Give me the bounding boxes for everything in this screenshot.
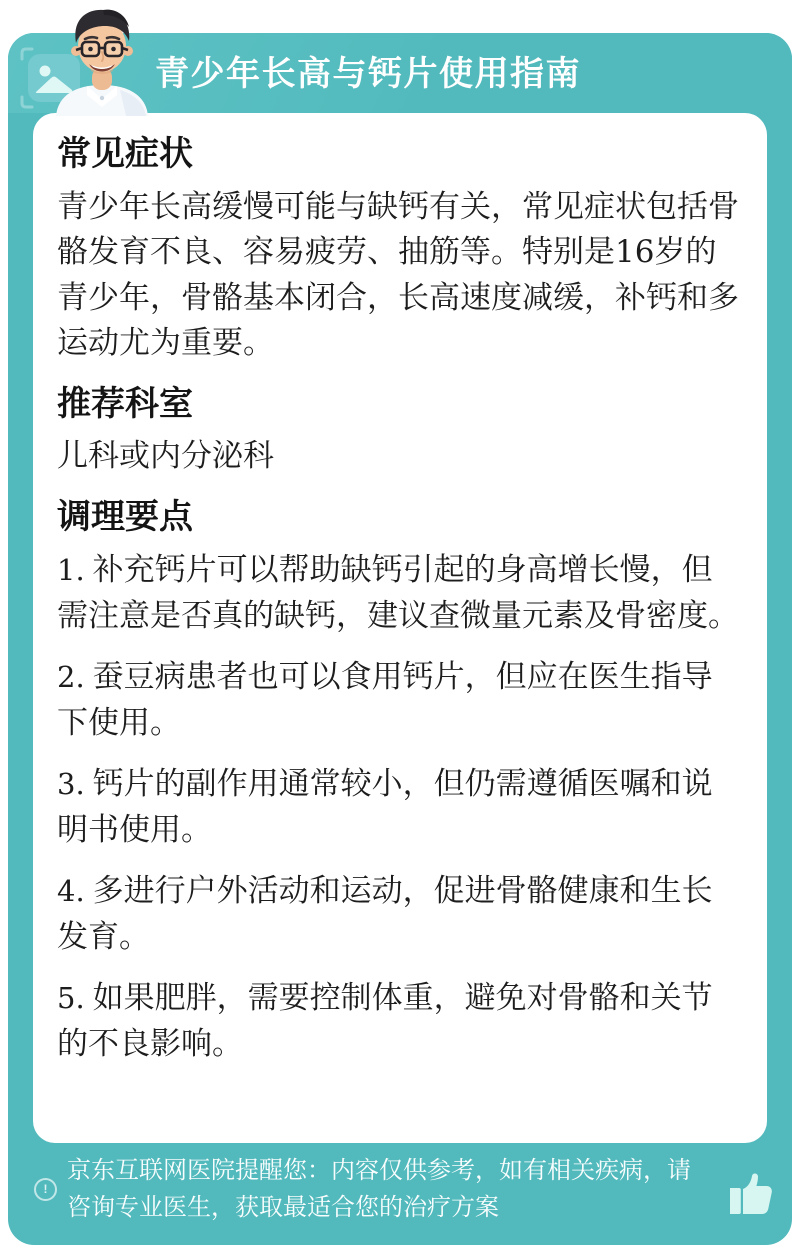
card-footer — [8, 1143, 792, 1245]
disclaimer-text: 京东互联网医院提醒您：内容仅供参考，如有相关疾病，请咨询专业医生，获取最适合您的治疗方案 — [67, 1157, 691, 1221]
tip-number: 2. — [57, 659, 85, 694]
tip-text: 补充钙片可以帮助缺钙引起的身高增长慢，但需注意是否真的缺钙，建议查微量元素及骨密度。 — [57, 551, 739, 633]
symptoms-age-number: 16 — [615, 233, 655, 270]
thumbs-up-icon[interactable] — [726, 1167, 774, 1217]
section-heading-symptoms: 常见症状 — [57, 135, 193, 173]
symptoms-text-1: 青少年长高缓慢可能与缺钙有关，常见症状包括骨骼发育不良、容易疲劳、抽筋等。特别是 — [57, 188, 739, 269]
tip-item-3 — [57, 761, 743, 852]
tip-text: 蚕豆病患者也可以食用钙片，但应在医生指导下使用。 — [57, 658, 713, 740]
section-heading-department: 推荐科室 — [57, 384, 193, 423]
tip-text: 多进行户外活动和运动，促进骨骼健康和生长发育。 — [57, 872, 713, 954]
tip-item-1 — [57, 547, 743, 638]
info-icon: ! — [34, 1178, 57, 1201]
section-heading-tips: 调理要点 — [57, 498, 193, 536]
tip-number: 1. — [57, 552, 85, 587]
tip-number: 4. — [57, 873, 85, 908]
department-value: 儿科或内分泌科 — [57, 438, 274, 473]
doctor-avatar — [42, 6, 162, 116]
teal-panel — [8, 33, 792, 1245]
tip-number: 3. — [57, 766, 85, 801]
tip-number: 5. — [57, 980, 85, 1015]
symptoms-text-2: 岁的青少年，骨骼基本闭合，长高速度减缓，补钙和多运动尤为重要。 — [57, 233, 739, 360]
content-card — [33, 113, 767, 1143]
tip-item-2 — [57, 654, 743, 745]
tip-text: 钙片的副作用通常较小，但仍需遵循医嘱和说明书使用。 — [57, 765, 713, 847]
page-title: 青少年长高与钙片使用指南 — [155, 55, 581, 93]
symptoms-paragraph — [57, 184, 743, 365]
tip-item-5 — [57, 975, 743, 1066]
card-header — [8, 33, 792, 113]
tip-item-4 — [57, 868, 743, 959]
tip-text: 如果肥胖，需要控制体重，避免对骨骼和关节的不良影响。 — [57, 979, 713, 1061]
